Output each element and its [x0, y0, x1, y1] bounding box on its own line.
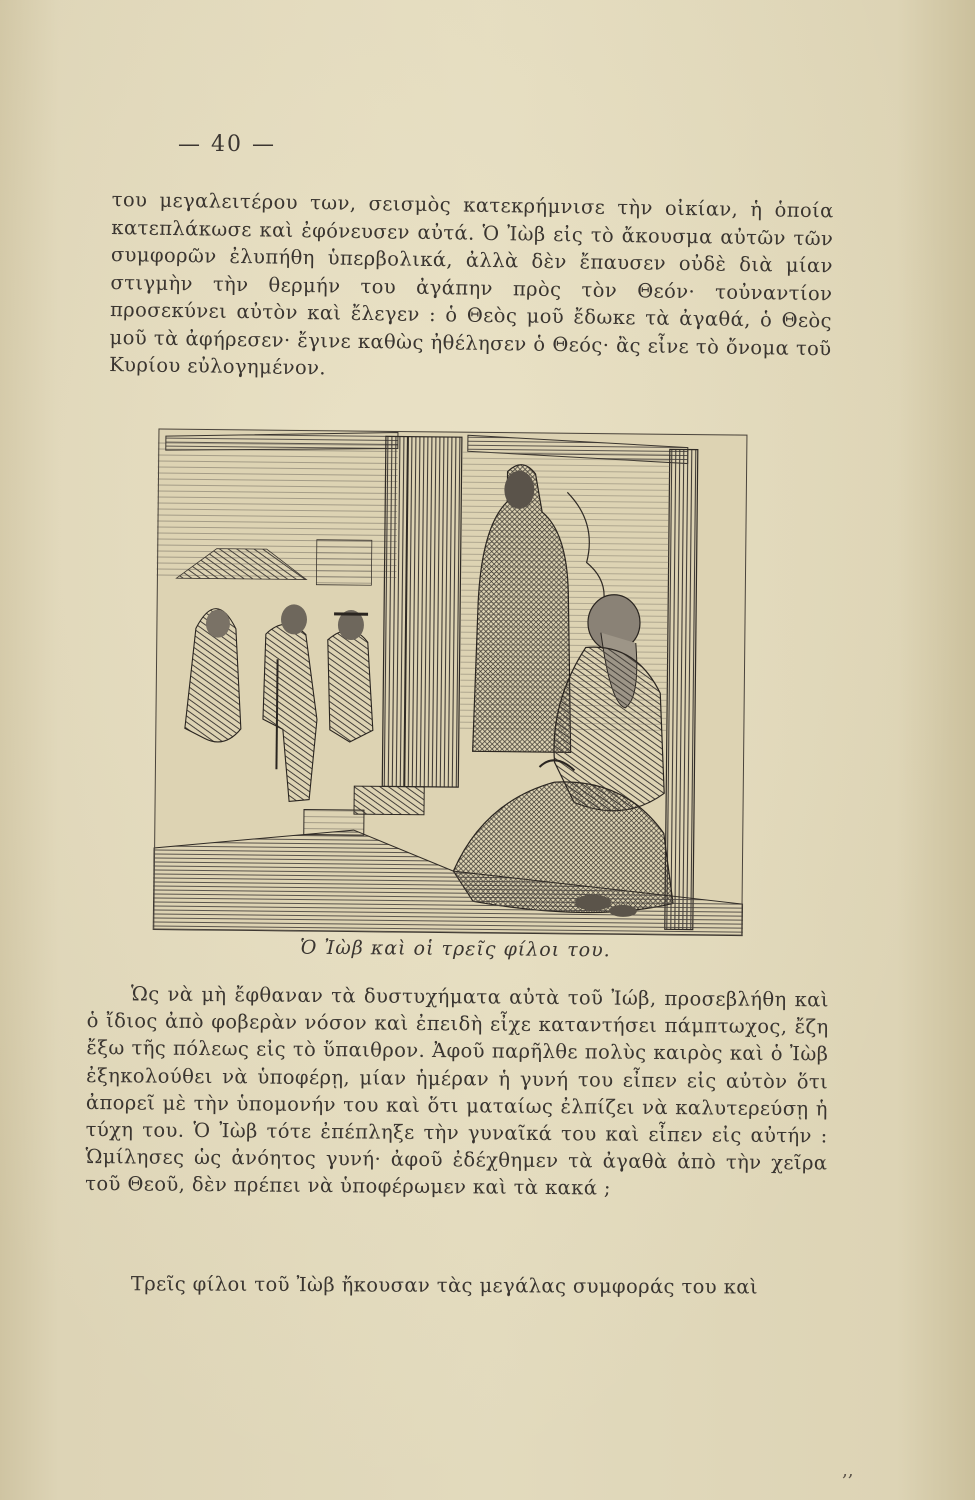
figure-caption: Ὁ Ἰὼβ καὶ οἱ τρεῖς φίλοι του. [299, 936, 611, 962]
rubble-stone [304, 810, 364, 836]
stone-pillar [382, 436, 462, 787]
paragraph-job-losses: του μεγαλειτέρου των, σεισμὸς κατεκρήμνισε τὴν οἰκίαν, ἡ ὁποία κατεπλάκωσε καὶ ἐφόνευσεν αὐτά. Ὁ Ἰὼβ εἰς τὸ ἄκουσμα αὐτῶν τῶν συμφορῶν ἐλυπήθη ὑπερβολικά, ἀλλὰ δὲν ἔπαυσεν οὐδὲ διὰ μίαν στιγμὴν τὴν θερμήν του ἀγάπην πρὸς τὸν Θεόν· τοὐναντίον προσεκύνει αὐτὸν καὶ ἔλεγεν : ὁ Θεὸς μοῦ ἔδωκε τὰ ἀγαθά, ὁ Θεὸς μοῦ τὰ ἀφήρεσεν· ἔγινε καθὼς ἠθέλησεν ὁ Θεός· ἂς εἶνε τὸ ὄνομα τοῦ Κυρίου εὐλογημένον. [109, 187, 834, 380]
distant-building [316, 540, 371, 586]
page-number: — 40 — [178, 132, 276, 157]
engraving-job-and-friends [153, 428, 748, 936]
door-frame [665, 449, 698, 929]
rubble-stone [354, 786, 424, 815]
printer-mark: ‚‚ [842, 1460, 854, 1481]
paragraph-three-friends: Τρεῖς φίλοι τοῦ Ἰὼβ ἤκουσαν τὰς μεγάλας συμφοράς του καὶ [130, 1272, 758, 1299]
paragraph-job-illness: Ὡς νὰ μὴ ἔφθαναν τὰ δυστυχήματα αὐτὰ τοῦ Ἰώβ, προσεβλήθη καὶ ὁ ἴδιος ἀπὸ φοβερὰν νόσον καὶ ἐπειδὴ εἶχε καταντήσει πάμπτωχος, ἔζη ἔξω τῆς πόλεως εἰς τὸ ὕπαιθρον. Ἀφοῦ παρῆλθε πολὺς καιρὸς καὶ ὁ Ἰὼβ ἐξηκολούθει νὰ ὑποφέρῃ, μίαν ἡμέραν ἡ γυνή του εἶπεν εἰς αὐτὸν ὅτι ἀπορεῖ μὲ τὴν ὑπομονήν του καὶ ὅτι ματαίως ἐλπίζει νὰ καλυτερεύσῃ ἡ τύχη του. Ὁ Ἰὼβ τότε ἐπέπληξε τὴν γυναῖκά του καὶ εἶπεν εἰς αὐτήν : Ὡμίλησες ὡς ἀνόητος γυνή· ἀφοῦ ἐδέχθημεν τὰ ἀγαθὰ ἀπὸ τὴν χεῖρα τοῦ Θεοῦ, δὲν πρέπει νὰ ὑποφέρωμεν καὶ τὰ κακά ; [85, 982, 829, 1201]
